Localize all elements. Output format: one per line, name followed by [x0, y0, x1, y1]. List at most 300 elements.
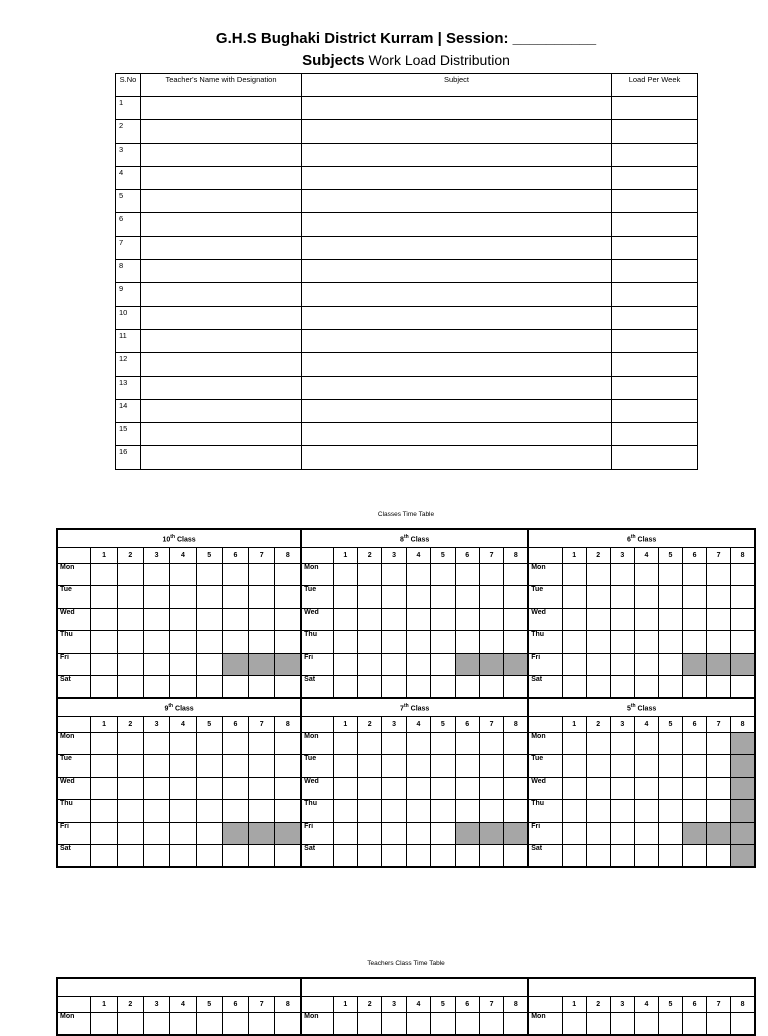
timetable-cell[interactable]	[610, 586, 634, 609]
timetable-cell[interactable]	[431, 586, 455, 609]
timetable-cell[interactable]	[222, 563, 248, 586]
load-cell[interactable]	[612, 166, 698, 189]
timetable-cell[interactable]	[586, 586, 610, 609]
teacher-cell[interactable]	[141, 260, 302, 283]
timetable-cell[interactable]	[634, 1012, 658, 1035]
timetable-cell[interactable]	[683, 800, 707, 823]
timetable-cell[interactable]	[143, 845, 169, 868]
timetable-cell[interactable]	[658, 631, 682, 654]
timetable-cell[interactable]	[333, 563, 357, 586]
timetable-cell[interactable]	[333, 1012, 357, 1035]
timetable-cell[interactable]	[91, 586, 117, 609]
load-cell[interactable]	[612, 190, 698, 213]
timetable-cell[interactable]	[479, 631, 503, 654]
timetable-cell[interactable]	[249, 586, 275, 609]
timetable-cell[interactable]	[683, 586, 707, 609]
timetable-cell[interactable]	[634, 676, 658, 699]
timetable-cell[interactable]	[170, 822, 196, 845]
timetable-cell[interactable]	[170, 755, 196, 778]
timetable-cell[interactable]	[333, 845, 357, 868]
timetable-cell[interactable]	[170, 563, 196, 586]
load-cell[interactable]	[612, 143, 698, 166]
timetable-cell[interactable]	[431, 676, 455, 699]
timetable-cell[interactable]	[479, 800, 503, 823]
timetable-cell[interactable]	[196, 653, 222, 676]
timetable-cell[interactable]	[610, 732, 634, 755]
timetable-cell[interactable]	[504, 755, 528, 778]
timetable-cell[interactable]	[382, 845, 406, 868]
timetable-cell[interactable]	[143, 608, 169, 631]
timetable-cell[interactable]	[431, 631, 455, 654]
timetable-cell[interactable]	[333, 631, 357, 654]
timetable-cell[interactable]	[170, 800, 196, 823]
timetable-cell[interactable]	[610, 563, 634, 586]
timetable-cell[interactable]	[504, 777, 528, 800]
timetable-cell[interactable]	[357, 653, 381, 676]
timetable-cell[interactable]	[249, 631, 275, 654]
timetable-cell[interactable]	[504, 631, 528, 654]
timetable-cell[interactable]	[406, 676, 430, 699]
timetable-cell[interactable]	[357, 732, 381, 755]
timetable-cell[interactable]	[406, 732, 430, 755]
timetable-cell[interactable]	[143, 800, 169, 823]
timetable-cell[interactable]	[431, 755, 455, 778]
timetable-cell[interactable]	[455, 631, 479, 654]
timetable-cell[interactable]	[658, 755, 682, 778]
subject-cell[interactable]	[302, 376, 612, 399]
timetable-cell[interactable]	[406, 586, 430, 609]
timetable-cell[interactable]	[731, 631, 755, 654]
timetable-cell[interactable]	[586, 1012, 610, 1035]
timetable-cell[interactable]	[479, 676, 503, 699]
timetable-cell[interactable]	[586, 822, 610, 845]
timetable-cell[interactable]	[143, 732, 169, 755]
load-cell[interactable]	[612, 283, 698, 306]
timetable-cell[interactable]	[249, 845, 275, 868]
timetable-cell[interactable]	[455, 800, 479, 823]
timetable-cell[interactable]	[275, 586, 301, 609]
timetable-cell[interactable]	[196, 1012, 222, 1035]
timetable-cell[interactable]	[562, 822, 586, 845]
timetable-cell[interactable]	[406, 777, 430, 800]
timetable-cell[interactable]	[562, 676, 586, 699]
timetable-cell[interactable]	[333, 586, 357, 609]
timetable-cell[interactable]	[610, 676, 634, 699]
teacher-cell[interactable]	[141, 399, 302, 422]
timetable-cell[interactable]	[143, 1012, 169, 1035]
timetable-cell[interactable]	[170, 608, 196, 631]
subject-cell[interactable]	[302, 306, 612, 329]
timetable-cell[interactable]	[634, 732, 658, 755]
timetable-cell[interactable]	[357, 563, 381, 586]
timetable-cell[interactable]	[586, 732, 610, 755]
timetable-cell[interactable]	[731, 608, 755, 631]
timetable-cell[interactable]	[382, 777, 406, 800]
timetable-cell[interactable]	[196, 845, 222, 868]
timetable-cell[interactable]	[117, 631, 143, 654]
timetable-cell[interactable]	[504, 676, 528, 699]
timetable-cell[interactable]	[479, 732, 503, 755]
timetable-cell[interactable]	[143, 676, 169, 699]
timetable-cell[interactable]	[357, 631, 381, 654]
timetable-cell[interactable]	[382, 676, 406, 699]
timetable-cell[interactable]	[562, 777, 586, 800]
timetable-cell[interactable]	[431, 800, 455, 823]
timetable-cell[interactable]	[143, 822, 169, 845]
subject-cell[interactable]	[302, 213, 612, 236]
timetable-cell[interactable]	[479, 1012, 503, 1035]
timetable-cell[interactable]	[91, 800, 117, 823]
load-cell[interactable]	[612, 120, 698, 143]
timetable-cell[interactable]	[91, 676, 117, 699]
timetable-cell[interactable]	[658, 608, 682, 631]
timetable-cell[interactable]	[562, 1012, 586, 1035]
timetable-cell[interactable]	[143, 755, 169, 778]
timetable-cell[interactable]	[683, 777, 707, 800]
load-cell[interactable]	[612, 329, 698, 352]
teacher-cell[interactable]	[141, 120, 302, 143]
timetable-cell[interactable]	[170, 676, 196, 699]
timetable-cell[interactable]	[658, 732, 682, 755]
timetable-cell[interactable]	[504, 845, 528, 868]
timetable-cell[interactable]	[683, 631, 707, 654]
timetable-cell[interactable]	[91, 732, 117, 755]
timetable-cell[interactable]	[455, 608, 479, 631]
timetable-cell[interactable]	[455, 777, 479, 800]
timetable-cell[interactable]	[117, 653, 143, 676]
timetable-cell[interactable]	[222, 755, 248, 778]
timetable-cell[interactable]	[249, 676, 275, 699]
timetable-cell[interactable]	[117, 845, 143, 868]
timetable-cell[interactable]	[406, 653, 430, 676]
timetable-cell[interactable]	[455, 845, 479, 868]
timetable-cell[interactable]	[333, 732, 357, 755]
timetable-cell[interactable]	[170, 586, 196, 609]
timetable-cell[interactable]	[275, 1012, 301, 1035]
timetable-cell[interactable]	[707, 563, 731, 586]
timetable-cell[interactable]	[658, 800, 682, 823]
subject-cell[interactable]	[302, 190, 612, 213]
timetable-cell[interactable]	[196, 800, 222, 823]
timetable-cell[interactable]	[707, 845, 731, 868]
timetable-cell[interactable]	[91, 1012, 117, 1035]
timetable-cell[interactable]	[562, 800, 586, 823]
timetable-cell[interactable]	[333, 653, 357, 676]
timetable-cell[interactable]	[357, 800, 381, 823]
timetable-cell[interactable]	[143, 631, 169, 654]
timetable-cell[interactable]	[431, 845, 455, 868]
timetable-cell[interactable]	[222, 586, 248, 609]
timetable-cell[interactable]	[382, 608, 406, 631]
timetable-cell[interactable]	[357, 608, 381, 631]
timetable-cell[interactable]	[196, 586, 222, 609]
timetable-cell[interactable]	[333, 800, 357, 823]
timetable-cell[interactable]	[683, 732, 707, 755]
subject-cell[interactable]	[302, 353, 612, 376]
teacher-cell[interactable]	[141, 143, 302, 166]
timetable-cell[interactable]	[731, 586, 755, 609]
timetable-cell[interactable]	[406, 608, 430, 631]
timetable-cell[interactable]	[143, 586, 169, 609]
timetable-cell[interactable]	[707, 586, 731, 609]
timetable-cell[interactable]	[562, 732, 586, 755]
timetable-cell[interactable]	[196, 822, 222, 845]
timetable-cell[interactable]	[634, 822, 658, 845]
timetable-cell[interactable]	[249, 755, 275, 778]
timetable-cell[interactable]	[610, 755, 634, 778]
timetable-cell[interactable]	[333, 608, 357, 631]
teacher-cell[interactable]	[141, 190, 302, 213]
timetable-cell[interactable]	[382, 755, 406, 778]
timetable-cell[interactable]	[610, 631, 634, 654]
timetable-cell[interactable]	[275, 608, 301, 631]
timetable-cell[interactable]	[586, 800, 610, 823]
timetable-cell[interactable]	[382, 732, 406, 755]
timetable-cell[interactable]	[562, 631, 586, 654]
timetable-cell[interactable]	[658, 653, 682, 676]
timetable-cell[interactable]	[683, 845, 707, 868]
timetable-cell[interactable]	[431, 563, 455, 586]
timetable-cell[interactable]	[707, 800, 731, 823]
timetable-cell[interactable]	[117, 755, 143, 778]
timetable-cell[interactable]	[586, 563, 610, 586]
timetable-cell[interactable]	[707, 755, 731, 778]
timetable-cell[interactable]	[634, 800, 658, 823]
timetable-cell[interactable]	[117, 563, 143, 586]
timetable-cell[interactable]	[431, 608, 455, 631]
subject-cell[interactable]	[302, 120, 612, 143]
timetable-cell[interactable]	[658, 777, 682, 800]
timetable-cell[interactable]	[504, 608, 528, 631]
timetable-cell[interactable]	[357, 777, 381, 800]
timetable-cell[interactable]	[143, 563, 169, 586]
timetable-cell[interactable]	[707, 1012, 731, 1035]
timetable-cell[interactable]	[634, 563, 658, 586]
teacher-cell[interactable]	[141, 353, 302, 376]
timetable-cell[interactable]	[504, 586, 528, 609]
teacher-cell[interactable]	[141, 306, 302, 329]
timetable-cell[interactable]	[249, 1012, 275, 1035]
subject-cell[interactable]	[302, 143, 612, 166]
timetable-cell[interactable]	[222, 608, 248, 631]
timetable-cell[interactable]	[117, 676, 143, 699]
timetable-cell[interactable]	[610, 822, 634, 845]
timetable-cell[interactable]	[658, 563, 682, 586]
timetable-cell[interactable]	[91, 822, 117, 845]
timetable-cell[interactable]	[586, 676, 610, 699]
timetable-cell[interactable]	[731, 676, 755, 699]
timetable-cell[interactable]	[222, 777, 248, 800]
timetable-cell[interactable]	[275, 563, 301, 586]
timetable-cell[interactable]	[170, 777, 196, 800]
timetable-cell[interactable]	[117, 822, 143, 845]
timetable-cell[interactable]	[382, 800, 406, 823]
timetable-cell[interactable]	[170, 732, 196, 755]
timetable-cell[interactable]	[170, 845, 196, 868]
teacher-cell[interactable]	[141, 423, 302, 446]
load-cell[interactable]	[612, 260, 698, 283]
subject-cell[interactable]	[302, 166, 612, 189]
teacher-cell[interactable]	[141, 446, 302, 469]
timetable-cell[interactable]	[406, 800, 430, 823]
timetable-cell[interactable]	[562, 586, 586, 609]
timetable-cell[interactable]	[170, 631, 196, 654]
timetable-cell[interactable]	[731, 1012, 755, 1035]
teacher-cell[interactable]	[141, 329, 302, 352]
teacher-cell[interactable]	[141, 97, 302, 120]
timetable-cell[interactable]	[382, 563, 406, 586]
timetable-cell[interactable]	[196, 676, 222, 699]
timetable-cell[interactable]	[431, 653, 455, 676]
timetable-cell[interactable]	[382, 631, 406, 654]
timetable-cell[interactable]	[455, 563, 479, 586]
timetable-cell[interactable]	[196, 563, 222, 586]
timetable-cell[interactable]	[249, 563, 275, 586]
timetable-cell[interactable]	[683, 1012, 707, 1035]
timetable-cell[interactable]	[431, 822, 455, 845]
timetable-cell[interactable]	[357, 822, 381, 845]
load-cell[interactable]	[612, 399, 698, 422]
timetable-cell[interactable]	[333, 755, 357, 778]
timetable-cell[interactable]	[117, 732, 143, 755]
subject-cell[interactable]	[302, 97, 612, 120]
load-cell[interactable]	[612, 423, 698, 446]
timetable-cell[interactable]	[406, 631, 430, 654]
timetable-cell[interactable]	[479, 563, 503, 586]
timetable-cell[interactable]	[658, 586, 682, 609]
timetable-cell[interactable]	[170, 1012, 196, 1035]
timetable-cell[interactable]	[634, 586, 658, 609]
load-cell[interactable]	[612, 213, 698, 236]
timetable-cell[interactable]	[406, 563, 430, 586]
timetable-cell[interactable]	[357, 586, 381, 609]
timetable-cell[interactable]	[382, 586, 406, 609]
timetable-cell[interactable]	[455, 755, 479, 778]
timetable-cell[interactable]	[222, 845, 248, 868]
teacher-cell[interactable]	[141, 283, 302, 306]
timetable-cell[interactable]	[707, 608, 731, 631]
timetable-cell[interactable]	[275, 777, 301, 800]
timetable-cell[interactable]	[196, 777, 222, 800]
timetable-cell[interactable]	[707, 631, 731, 654]
timetable-cell[interactable]	[357, 845, 381, 868]
timetable-cell[interactable]	[610, 653, 634, 676]
timetable-cell[interactable]	[479, 586, 503, 609]
timetable-cell[interactable]	[504, 800, 528, 823]
timetable-cell[interactable]	[658, 1012, 682, 1035]
timetable-cell[interactable]	[222, 732, 248, 755]
timetable-cell[interactable]	[562, 755, 586, 778]
timetable-cell[interactable]	[610, 800, 634, 823]
timetable-cell[interactable]	[658, 822, 682, 845]
timetable-cell[interactable]	[222, 800, 248, 823]
timetable-cell[interactable]	[275, 800, 301, 823]
timetable-cell[interactable]	[479, 777, 503, 800]
timetable-cell[interactable]	[91, 777, 117, 800]
timetable-cell[interactable]	[249, 800, 275, 823]
subject-cell[interactable]	[302, 260, 612, 283]
timetable-cell[interactable]	[431, 1012, 455, 1035]
timetable-cell[interactable]	[333, 822, 357, 845]
timetable-cell[interactable]	[586, 845, 610, 868]
timetable-cell[interactable]	[196, 608, 222, 631]
timetable-cell[interactable]	[562, 563, 586, 586]
timetable-cell[interactable]	[479, 845, 503, 868]
timetable-cell[interactable]	[479, 755, 503, 778]
timetable-cell[interactable]	[504, 1012, 528, 1035]
timetable-cell[interactable]	[249, 777, 275, 800]
timetable-cell[interactable]	[610, 608, 634, 631]
timetable-cell[interactable]	[357, 676, 381, 699]
subject-cell[interactable]	[302, 329, 612, 352]
timetable-cell[interactable]	[479, 608, 503, 631]
timetable-cell[interactable]	[406, 1012, 430, 1035]
teacher-cell[interactable]	[141, 213, 302, 236]
timetable-cell[interactable]	[455, 732, 479, 755]
load-cell[interactable]	[612, 353, 698, 376]
timetable-cell[interactable]	[143, 653, 169, 676]
timetable-cell[interactable]	[249, 608, 275, 631]
timetable-cell[interactable]	[91, 631, 117, 654]
timetable-cell[interactable]	[431, 777, 455, 800]
timetable-cell[interactable]	[731, 563, 755, 586]
timetable-cell[interactable]	[586, 777, 610, 800]
timetable-cell[interactable]	[275, 755, 301, 778]
timetable-cell[interactable]	[683, 755, 707, 778]
teacher-cell[interactable]	[141, 236, 302, 259]
subject-cell[interactable]	[302, 283, 612, 306]
timetable-cell[interactable]	[117, 586, 143, 609]
timetable-cell[interactable]	[634, 777, 658, 800]
timetable-cell[interactable]	[562, 845, 586, 868]
timetable-cell[interactable]	[91, 653, 117, 676]
timetable-cell[interactable]	[117, 1012, 143, 1035]
timetable-cell[interactable]	[455, 586, 479, 609]
timetable-cell[interactable]	[275, 732, 301, 755]
timetable-cell[interactable]	[170, 653, 196, 676]
timetable-cell[interactable]	[634, 845, 658, 868]
timetable-cell[interactable]	[406, 755, 430, 778]
timetable-cell[interactable]	[117, 800, 143, 823]
timetable-cell[interactable]	[658, 676, 682, 699]
timetable-cell[interactable]	[222, 676, 248, 699]
timetable-cell[interactable]	[406, 822, 430, 845]
timetable-cell[interactable]	[586, 608, 610, 631]
subject-cell[interactable]	[302, 236, 612, 259]
timetable-cell[interactable]	[586, 755, 610, 778]
timetable-cell[interactable]	[562, 608, 586, 631]
load-cell[interactable]	[612, 376, 698, 399]
timetable-cell[interactable]	[634, 631, 658, 654]
timetable-cell[interactable]	[196, 631, 222, 654]
timetable-cell[interactable]	[610, 777, 634, 800]
timetable-cell[interactable]	[222, 1012, 248, 1035]
timetable-cell[interactable]	[634, 755, 658, 778]
timetable-cell[interactable]	[610, 1012, 634, 1035]
timetable-cell[interactable]	[586, 631, 610, 654]
timetable-cell[interactable]	[562, 653, 586, 676]
teacher-cell[interactable]	[141, 376, 302, 399]
timetable-cell[interactable]	[249, 732, 275, 755]
timetable-cell[interactable]	[610, 845, 634, 868]
timetable-cell[interactable]	[275, 631, 301, 654]
timetable-cell[interactable]	[504, 732, 528, 755]
timetable-cell[interactable]	[357, 1012, 381, 1035]
timetable-cell[interactable]	[634, 653, 658, 676]
timetable-cell[interactable]	[275, 676, 301, 699]
timetable-cell[interactable]	[634, 608, 658, 631]
timetable-cell[interactable]	[91, 755, 117, 778]
